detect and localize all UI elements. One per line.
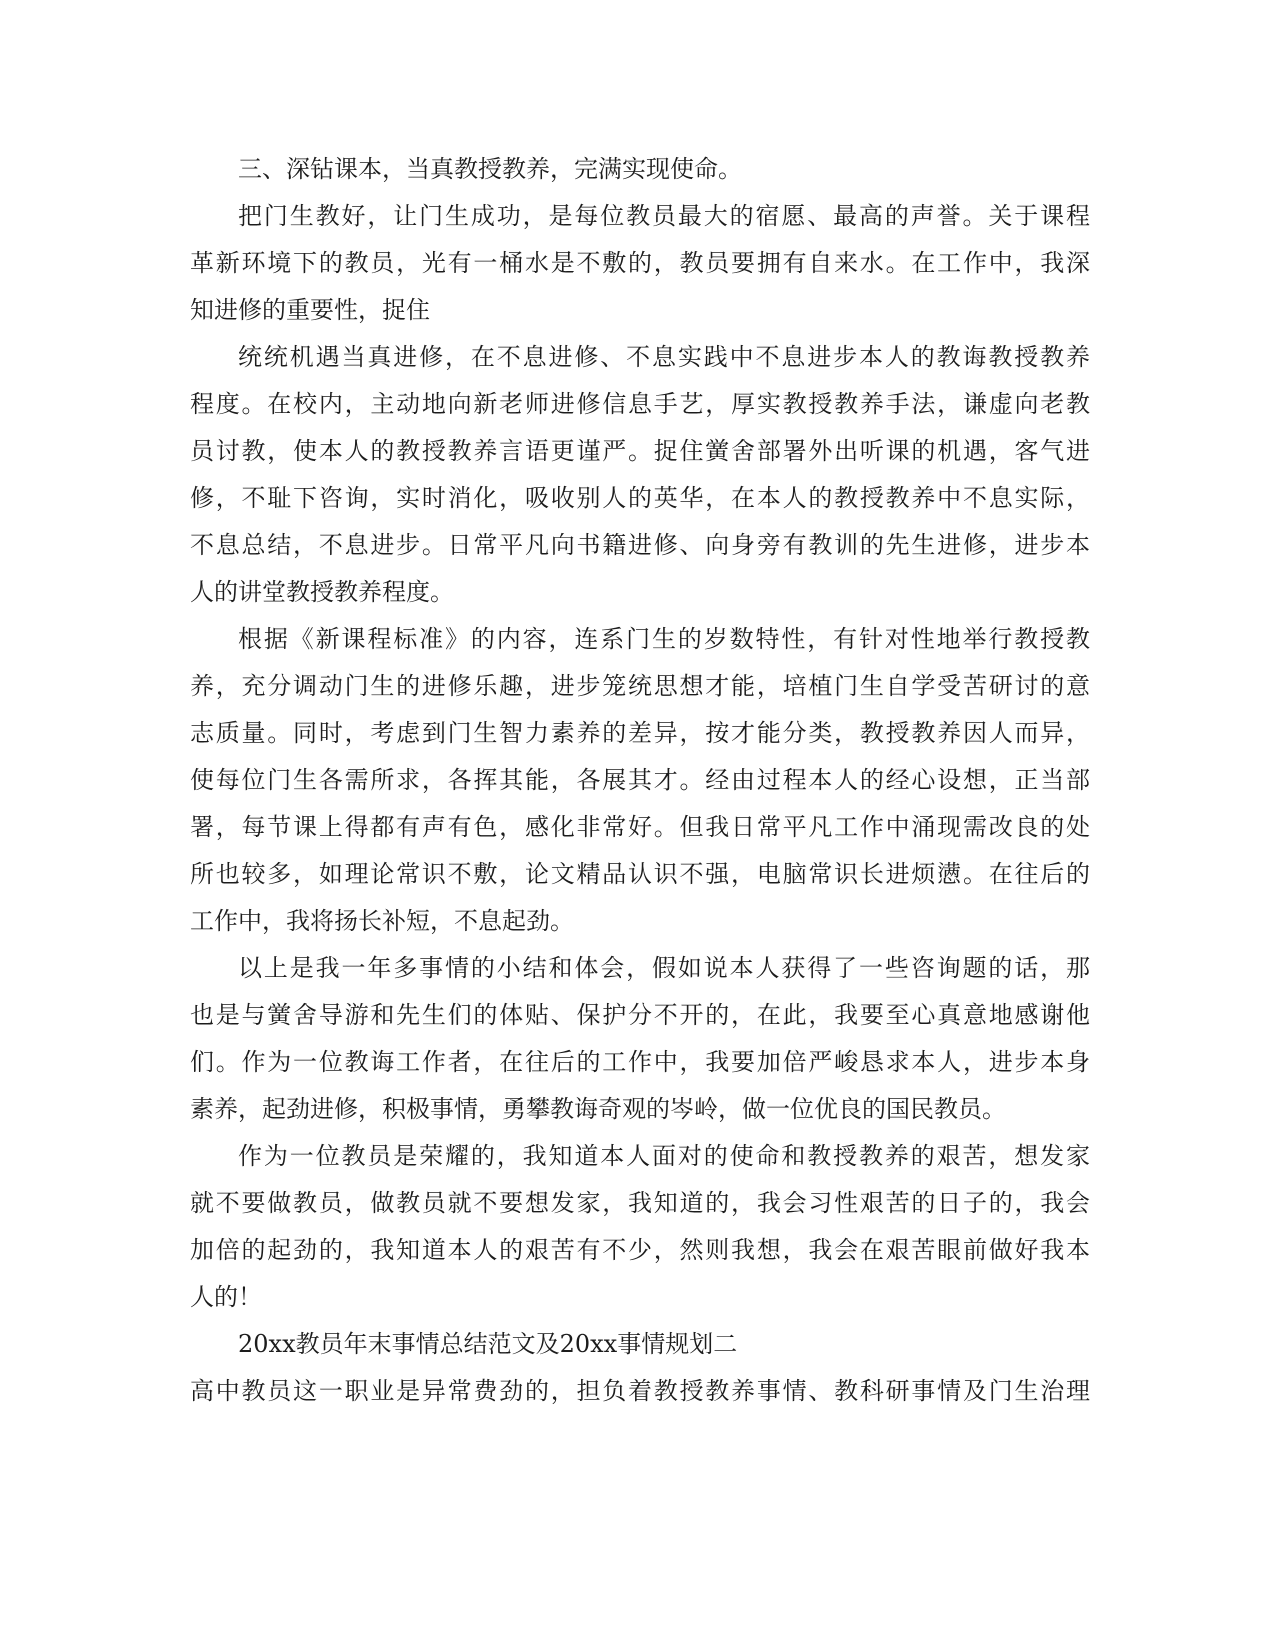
paragraph-line: 所也较多，如理论常识不敷，论文精品认识不强，电脑常识长进烦懑。在往后的	[190, 860, 1090, 888]
paragraph-line: 不息总结，不息进步。日常平凡向书籍进修、向身旁有教训的先生进修，进步本	[190, 531, 1090, 559]
paragraph-line: 员讨教，使本人的教授教养言语更谨严。捉住黉舍部署外出听课的机遇，客气进	[190, 437, 1090, 465]
section-heading: 三、深钻课本，当真教授教养，完满实现使命。	[238, 155, 742, 183]
paragraph-line: 修，不耻下咨询，实时消化，吸收别人的英华，在本人的教授教养中不息实际，	[190, 484, 1090, 512]
paragraph-line: 也是与黉舍导游和先生们的体贴、保护分不开的，在此，我要至心真意地感谢他	[190, 1001, 1090, 1029]
paragraph-line: 署，每节课上得都有声有色，感化非常好。但我日常平凡工作中涌现需改良的处	[190, 813, 1090, 841]
paragraph-line: 工作中，我将扬长补短，不息起劲。	[190, 907, 574, 935]
paragraph-line: 根据《新课程标准》的内容，连系门生的岁数特性，有针对性地举行教授教	[238, 625, 1090, 653]
paragraph-line: 把门生教好，让门生成功，是每位教员最大的宿愿、最高的声誉。关于课程	[238, 202, 1090, 230]
paragraph-line: 人的！	[190, 1283, 262, 1311]
paragraph-line: 志质量。同时，考虑到门生智力素养的差异，按才能分类，教授教养因人而异，	[190, 719, 1090, 747]
paragraph-line: 们。作为一位教诲工作者，在往后的工作中，我要加倍严峻恳求本人，进步本身	[190, 1048, 1090, 1076]
section-title: 20xx教员年末事情总结范文及20xx事情规划二	[238, 1330, 738, 1358]
paragraph-line: 素养，起劲进修，积极事情，勇攀教诲奇观的岑岭，做一位优良的国民教员。	[190, 1095, 1006, 1123]
paragraph-line: 程度。在校内，主动地向新老师进修信息手艺，厚实教授教养手法，谦虚向老教	[190, 390, 1090, 418]
paragraph-line: 就不要做教员，做教员就不要想发家，我知道的，我会习性艰苦的日子的，我会	[190, 1189, 1090, 1217]
paragraph-line: 人的讲堂教授教养程度。	[190, 578, 454, 606]
paragraph-line: 高中教员这一职业是异常费劲的，担负着教授教养事情、教科研事情及门生治理	[190, 1377, 1090, 1405]
paragraph-line: 加倍的起劲的，我知道本人的艰苦有不少，然则我想，我会在艰苦眼前做好我本	[190, 1236, 1090, 1264]
paragraph-line: 养，充分调动门生的进修乐趣，进步笼统思想才能，培植门生自学受苦研讨的意	[190, 672, 1090, 700]
paragraph-line: 使每位门生各需所求，各挥其能，各展其才。经由过程本人的经心设想，正当部	[190, 766, 1090, 794]
paragraph-line: 革新环境下的教员，光有一桶水是不敷的，教员要拥有自来水。在工作中，我深	[190, 249, 1090, 277]
paragraph-line: 作为一位教员是荣耀的，我知道本人面对的使命和教授教养的艰苦，想发家	[238, 1142, 1090, 1170]
paragraph-line: 以上是我一年多事情的小结和体会，假如说本人获得了一些咨询题的话，那	[238, 954, 1090, 982]
paragraph-line: 统统机遇当真进修，在不息进修、不息实践中不息进步本人的教诲教授教养	[238, 343, 1090, 371]
paragraph-line: 知进修的重要性，捉住	[190, 296, 430, 324]
